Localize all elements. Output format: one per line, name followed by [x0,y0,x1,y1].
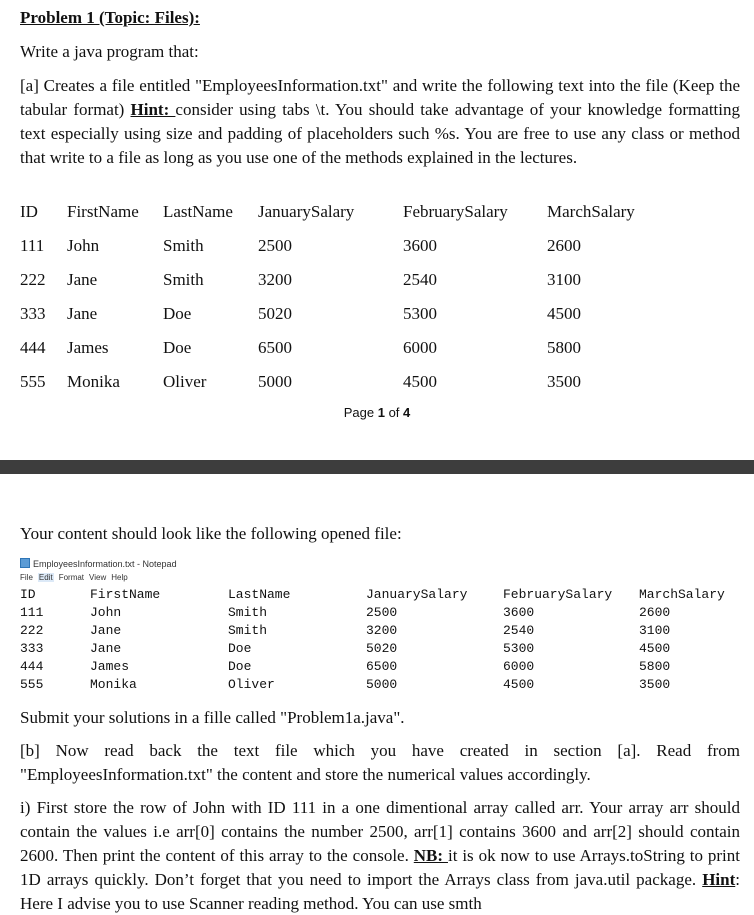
notepad-header: LastName [228,587,291,602]
notepad-cell: 555 [20,677,44,692]
part-i-text-2: it is ok now to use Arrays.toString to print 1D arrays quickly. Don’t forget that you need to import the Arrays class from java.util package. [20,846,740,889]
notepad-row [20,658,740,676]
notepad-row [20,604,740,622]
table-cell: 2500 [258,236,292,255]
menu-help[interactable]: Help [111,573,128,582]
notepad-row [20,640,740,658]
content-intro-text: Your content should look like the following opened file: [20,524,402,543]
table-cell: 4500 [547,304,581,323]
notepad-cell: 5000 [366,677,398,692]
notepad-cell: 5020 [366,641,398,656]
notepad-cell: Smith [228,623,268,638]
notepad-row [20,676,740,694]
part-a-text-end: consider using tabs \t. You should take advantage of your knowledge formatting text especially using size and padding of placeholders such %s. You are free to use any class or method that write to a file as long as you use one of the methods explained in the lectures. [20,100,740,167]
submit-text: Submit your solutions in a fille called "Problem1a.java". [20,708,405,727]
notepad-cell: 333 [20,641,44,656]
part-i-hint-label: Hint [702,870,736,889]
notepad-cell: 222 [20,623,44,638]
table-cell: Jane [67,270,98,289]
part-b-paragraph: [b] Now read back the text file which you have created in section [a]. Read from "EmployeesInformation.txt" the content and store the numerical values accordingly. [20,741,740,784]
notepad-cell: 6000 [503,659,535,674]
notepad-screenshot [20,558,740,698]
notepad-header: FebruarySalary [503,587,613,602]
page-number-prefix: Page [343,405,378,420]
notepad-cell: John [90,605,122,620]
table-header: ID [20,202,38,221]
notepad-cell: 5300 [503,641,535,656]
notepad-cell: Smith [228,605,268,620]
part-a-hint-label: Hint: [130,100,176,119]
table-cell: 3200 [258,270,292,289]
table-cell: Smith [163,236,204,255]
table-cell: 555 [20,372,46,391]
table-cell: Jane [67,304,98,323]
table-header: LastName [163,202,233,221]
table-cell: 444 [20,338,46,357]
table-cell: 5800 [547,338,581,357]
table-cell: 5300 [403,304,437,323]
notepad-cell: 6500 [366,659,398,674]
notepad-cell: James [90,659,130,674]
notepad-cell: 2540 [503,623,535,638]
menu-edit[interactable]: Edit [38,573,53,582]
notepad-cell: 3600 [503,605,535,620]
table-cell: 5000 [258,372,292,391]
table-cell: 3500 [547,372,581,391]
table-cell: 3100 [547,270,581,289]
menu-file[interactable]: File [20,573,33,582]
part-i-text-3: : Here I advise you to use Scanner reading method. You can use smth [20,870,740,913]
table-cell: 111 [20,236,45,255]
table-header: JanuarySalary [258,202,355,221]
notepad-header: ID [20,587,36,602]
notepad-cell: 3100 [639,623,671,638]
page-number [0,405,754,420]
notepad-title-bar [20,558,177,571]
notepad-cell: 111 [20,605,44,620]
notepad-menu-bar [20,573,133,582]
table-cell: Doe [163,338,192,357]
notepad-header-row [20,586,740,604]
problem-heading: Problem 1 (Topic: Files): [20,8,200,27]
table-cell: 6000 [403,338,437,357]
table-cell: John [67,236,100,255]
page-number-total: 4 [403,405,411,420]
menu-view[interactable]: View [89,573,107,582]
notepad-cell: Monika [90,677,137,692]
table-cell: James [67,338,109,357]
notepad-cell: Oliver [228,677,275,692]
notepad-cell: 2600 [639,605,671,620]
table-cell: Smith [163,270,204,289]
page-number-middle: of [384,405,404,420]
notepad-cell: 3500 [639,677,671,692]
table-cell: 2540 [403,270,437,289]
table-cell: 2600 [547,236,581,255]
notepad-title: EmployeesInformation.txt - Notepad [33,559,177,569]
part-i-nb-label: NB: [413,846,448,865]
notepad-cell: 4500 [503,677,535,692]
table-cell: 333 [20,304,46,323]
menu-format[interactable]: Format [58,573,85,582]
table-header: MarchSalary [547,202,635,221]
notepad-row [20,622,740,640]
intro-text: Write a java program that: [20,42,199,61]
page-number-current: 1 [377,405,385,420]
notepad-cell: 2500 [366,605,398,620]
table-header: FebruarySalary [403,202,508,221]
notepad-text-area [20,586,740,694]
notepad-cell: 444 [20,659,44,674]
part-a-text-start: [a] Creates a file entitled "EmployeesInformation.txt" and write the following text into the file (Keep the tabular format) [20,76,740,119]
notepad-cell: Doe [228,659,252,674]
document-page-2 [0,474,754,915]
part-i-text-1: i) First store the row of John with ID 111 in a one dimentional array called arr. Your array arr should contain the values i.e arr[0] contains the number 2500, arr[1] contains 3600 and arr[2] should contain 2600. Then print the content of this array to the console. [20,798,740,865]
notepad-cell: 5800 [639,659,671,674]
notepad-cell: Jane [90,623,122,638]
notepad-cell: Jane [90,641,122,656]
notepad-cell: Doe [228,641,252,656]
table-cell: Doe [163,304,192,323]
notepad-cell: 4500 [639,641,671,656]
page-separator [0,460,754,474]
notepad-header: JanuarySalary [366,587,468,602]
table-header: FirstName [67,202,139,221]
table-cell: 222 [20,270,46,289]
notepad-header: FirstName [90,587,161,602]
table-cell: Oliver [163,372,207,391]
notepad-header: MarchSalary [639,587,725,602]
part-a-paragraph [20,74,740,170]
notepad-icon [20,558,30,568]
part-i-paragraph [20,796,740,915]
table-cell: 6500 [258,338,292,357]
notepad-cell: 3200 [366,623,398,638]
table-cell: 5020 [258,304,292,323]
table-cell: 4500 [403,372,437,391]
table-cell: 3600 [403,236,437,255]
table-cell: Monika [67,372,120,391]
